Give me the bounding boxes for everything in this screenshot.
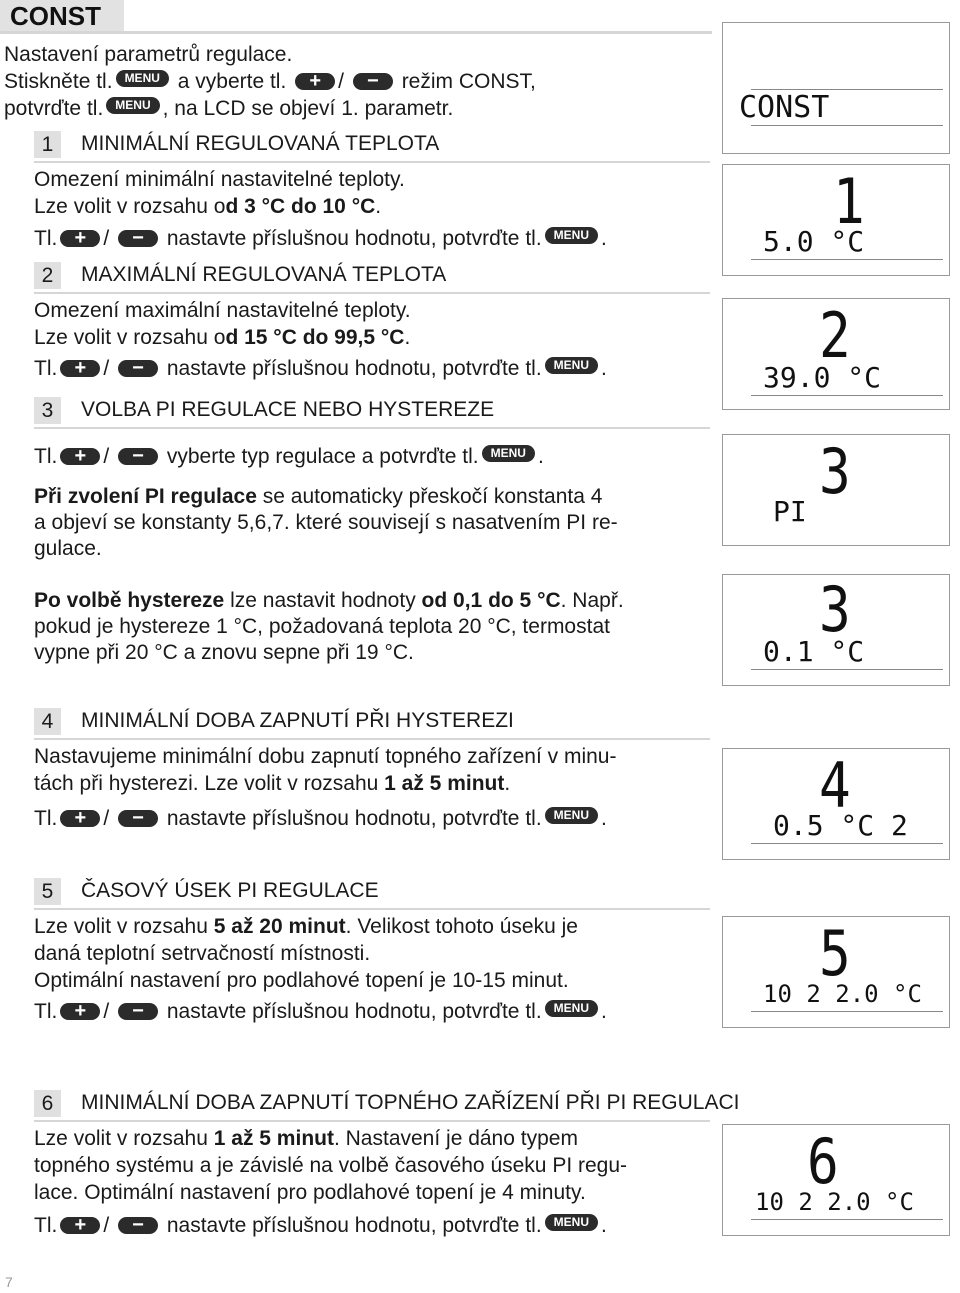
lcd-param-1 xyxy=(722,164,950,276)
plus-key: + xyxy=(60,230,100,247)
section-2-header xyxy=(34,262,446,289)
minus-key: − xyxy=(118,1003,158,1020)
plus-key: + xyxy=(60,1217,100,1234)
lcd-value: 0.5 °C 2 xyxy=(773,809,908,842)
section-title: MINIMÁLNÍ DOBA ZAPNUTÍ TOPNÉHO ZAŘÍZENÍ PŘI PI REGULACI xyxy=(81,1091,740,1115)
plus-key: + xyxy=(60,448,100,465)
menu-key: MENU xyxy=(482,445,535,462)
page-title: CONST xyxy=(0,0,124,31)
action-line: Tl. + / − nastavte příslušnou hodnotu, potvrďte tl. MENU . xyxy=(34,227,607,250)
section-title: VOLBA PI REGULACE NEBO HYSTEREZE xyxy=(81,398,495,422)
section-3-header xyxy=(34,397,494,424)
section-6-header xyxy=(34,1090,740,1117)
text-line: Omezení maximální nastavitelné teploty. xyxy=(34,299,411,322)
divider xyxy=(34,1120,710,1122)
lcd-param-3-hyst xyxy=(722,574,950,686)
section-title: MINIMÁLNÍ DOBA ZAPNUTÍ PŘI HYSTEREZI xyxy=(81,709,514,733)
minus-key: − xyxy=(118,360,158,377)
lcd-value: 10 2 2.0 °C xyxy=(763,980,922,1008)
lcd-param-6 xyxy=(722,1124,950,1236)
lcd-digit: 4 xyxy=(819,749,851,822)
lcd-digit: 3 xyxy=(819,573,851,646)
text-line: Lze volit v rozsahu 1 až 5 minut. Nastavení je dáno typem xyxy=(34,1127,578,1150)
action-line: Tl. + / − nastavte příslušnou hodnotu, potvrďte tl. MENU . xyxy=(34,1214,607,1237)
text-line: Lze volit v rozsahu od 15 °C do 99,5 °C. xyxy=(34,326,411,349)
lcd-digit: 6 xyxy=(807,1125,839,1198)
intro-line-2: Stiskněte tl. MENU a vyberte tl. + / − režim CONST, xyxy=(4,70,536,93)
minus-key: − xyxy=(118,810,158,827)
divider xyxy=(34,292,710,294)
divider xyxy=(34,908,710,910)
section-number: 4 xyxy=(34,708,61,735)
lcd-param-4 xyxy=(722,748,950,860)
text-line: daná teplotní setrvačností místnosti. xyxy=(34,942,371,965)
section-number: 2 xyxy=(34,262,61,289)
text-line: gulace. xyxy=(34,537,102,560)
text-line: pokud je hystereze 1 °C, požadovaná teplota 20 °C, termostat xyxy=(34,615,610,638)
plus-key: + xyxy=(295,73,335,90)
text-line: Při zvolení PI regulace se automaticky přeskočí konstanta 4 xyxy=(34,485,603,508)
text-line: Po volbě hystereze lze nastavit hodnoty od 0,1 do 5 °C. Např. xyxy=(34,589,624,612)
lcd-digit: 3 xyxy=(819,435,851,508)
section-title: MAXIMÁLNÍ REGULOVANÁ TEPLOTA xyxy=(81,263,447,287)
lcd-const xyxy=(722,22,950,154)
minus-key: − xyxy=(118,1217,158,1234)
text-line: Omezení minimální nastavitelné teploty. xyxy=(34,168,405,191)
menu-key: MENU xyxy=(116,70,169,87)
section-title: ČASOVÝ ÚSEK PI REGULACE xyxy=(81,879,379,903)
page-number: 7 xyxy=(5,1274,13,1290)
lcd-param-2 xyxy=(722,298,950,410)
text-line: Lze volit v rozsahu 5 až 20 minut. Velikost tohoto úseku je xyxy=(34,915,578,938)
section-number: 5 xyxy=(34,878,61,905)
minus-key: − xyxy=(353,73,393,90)
action-line: Tl. + / − nastavte příslušnou hodnotu, potvrďte tl. MENU . xyxy=(34,807,607,830)
menu-key: MENU xyxy=(545,1214,598,1231)
text-line: vypne při 20 °C a znovu sepne při 19 °C. xyxy=(34,641,414,664)
text-line: topného systému a je závislé na volbě časového úseku PI regu- xyxy=(34,1154,628,1177)
text-line: a objeví se konstanty 5,6,7. které souvisejí s nasatvením PI re- xyxy=(34,511,618,534)
lcd-value: 5.0 °C xyxy=(763,225,865,258)
section-4-header xyxy=(34,708,514,735)
text-line: lace. Optimální nastavení pro podlahové topení je 4 minuty. xyxy=(34,1181,586,1204)
lcd-value: 10 2 2.0 °C xyxy=(755,1188,914,1216)
intro-line-3: potvrďte tl. MENU , na LCD se objeví 1. parametr. xyxy=(4,97,454,120)
section-number: 3 xyxy=(34,397,61,424)
text-line: Lze volit v rozsahu od 3 °C do 10 °C. xyxy=(34,195,382,218)
lcd-value: PI xyxy=(773,495,807,528)
section-number: 1 xyxy=(34,131,61,158)
section-number: 6 xyxy=(34,1090,61,1117)
minus-key: − xyxy=(118,230,158,247)
menu-key: MENU xyxy=(545,357,598,374)
lcd-value: 0.1 °C xyxy=(763,635,865,668)
text-line: Nastavujeme minimální dobu zapnutí topného zařízení v minu- xyxy=(34,745,617,768)
title-rule xyxy=(0,31,712,34)
menu-key: MENU xyxy=(106,97,159,114)
minus-key: − xyxy=(118,448,158,465)
lcd-digit: 2 xyxy=(819,299,851,372)
divider xyxy=(34,427,710,429)
lcd-value: 39.0 °C xyxy=(763,361,882,394)
divider xyxy=(34,738,710,740)
action-line: Tl. + / − nastavte příslušnou hodnotu, potvrďte tl. MENU . xyxy=(34,357,607,380)
intro-line-1: Nastavení parametrů regulace. xyxy=(4,43,293,66)
plus-key: + xyxy=(60,1003,100,1020)
lcd-text: CONST xyxy=(739,90,830,125)
text-line: Optimální nastavení pro podlahové topení je 10-15 minut. xyxy=(34,969,569,992)
lcd-param-5 xyxy=(722,916,950,1028)
section-1-header xyxy=(34,131,439,158)
lcd-digit: 5 xyxy=(819,917,851,990)
plus-key: + xyxy=(60,360,100,377)
menu-key: MENU xyxy=(545,1000,598,1017)
section-5-header xyxy=(34,878,379,905)
text-line: tách při hysterezi. Lze volit v rozsahu 1 až 5 minut. xyxy=(34,772,511,795)
menu-key: MENU xyxy=(545,807,598,824)
lcd-digit: 1 xyxy=(833,165,865,238)
section-title: MINIMÁLNÍ REGULOVANÁ TEPLOTA xyxy=(81,132,440,156)
action-line: Tl. + / − vyberte typ regulace a potvrďte tl. MENU . xyxy=(34,445,544,468)
menu-key: MENU xyxy=(545,227,598,244)
action-line: Tl. + / − nastavte příslušnou hodnotu, potvrďte tl. MENU . xyxy=(34,1000,607,1023)
divider xyxy=(34,161,710,163)
lcd-param-3-pi xyxy=(722,434,950,546)
plus-key: + xyxy=(60,810,100,827)
